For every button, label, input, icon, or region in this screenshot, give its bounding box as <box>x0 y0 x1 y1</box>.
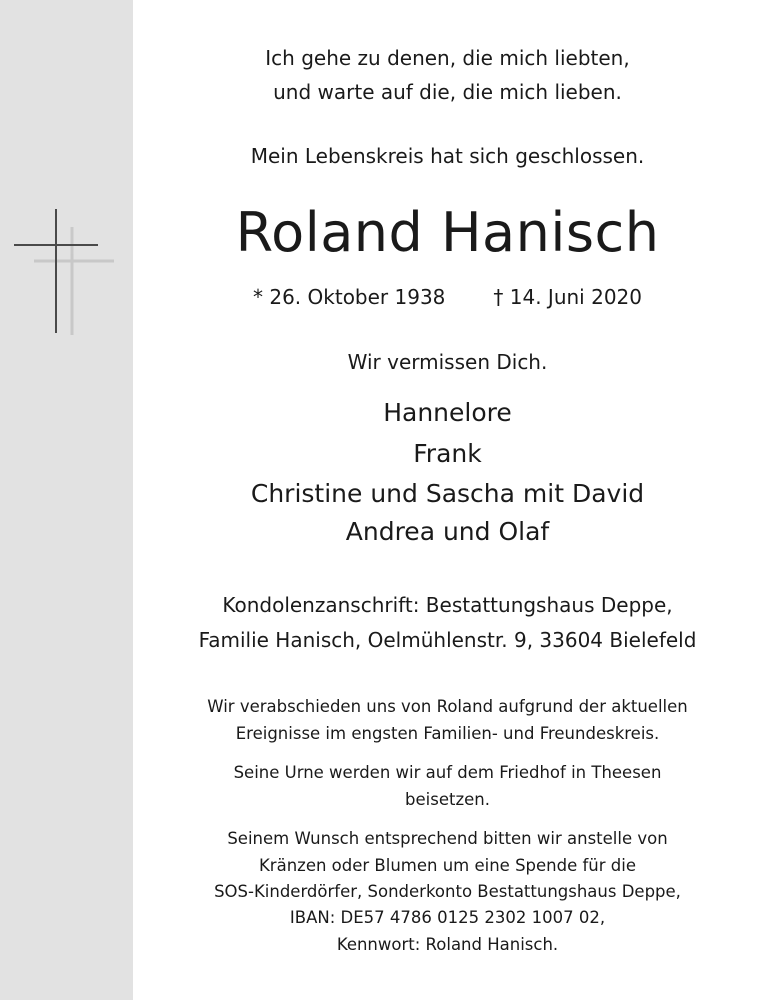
obituary-content <box>133 0 762 1000</box>
donation-line-1: Seinem Wunsch entsprechend bitten wir anstelle von <box>227 829 668 848</box>
death-date: † 14. Juni 2020 <box>493 285 642 309</box>
sidebar-band <box>0 0 133 1000</box>
mourner-3: Christine und Sascha mit David <box>250 479 645 508</box>
urn-line-2: beisetzen. <box>405 790 490 809</box>
farewell-line-2: Ereignisse im engsten Familien- und Freundeskreis. <box>235 724 660 743</box>
mourner-2: Frank <box>413 439 482 468</box>
urn-line-1: Seine Urne werden wir auf dem Friedhof in Theesen <box>233 763 662 782</box>
quote-line-1: Ich gehe zu denen, die mich liebten, <box>265 46 630 70</box>
condolence-line-2: Familie Hanisch, Oelmühlenstr. 9, 33604 Bielefeld <box>198 628 697 652</box>
cross-icon <box>10 205 120 340</box>
donation-line-2: Kränzen oder Blumen um eine Spende für die <box>258 856 637 875</box>
donation-iban: IBAN: DE57 4786 0125 2302 1007 02, <box>289 908 606 927</box>
farewell-line-1: Wir verabschieden uns von Roland aufgrund der aktuellen <box>207 697 688 716</box>
message: Wir vermissen Dich. <box>347 350 548 374</box>
donation-line-3: SOS-Kinderdörfer, Sonderkonto Bestattungshaus Deppe, <box>214 882 681 901</box>
quote-line-2: und warte auf die, die mich lieben. <box>273 80 622 104</box>
mourner-1: Hannelore <box>383 398 512 427</box>
deceased-name: Roland Hanisch <box>235 201 660 264</box>
condolence-line-1: Kondolenzanschrift: Bestattungshaus Deppe, <box>222 593 673 617</box>
donation-keyword: Kennwort: Roland Hanisch. <box>336 935 559 954</box>
quote-line-3: Mein Lebenskreis hat sich geschlossen. <box>250 144 645 168</box>
life-dates <box>133 285 762 309</box>
mourner-4: Andrea und Olaf <box>345 517 550 546</box>
birth-date: * 26. Oktober 1938 <box>253 285 446 309</box>
